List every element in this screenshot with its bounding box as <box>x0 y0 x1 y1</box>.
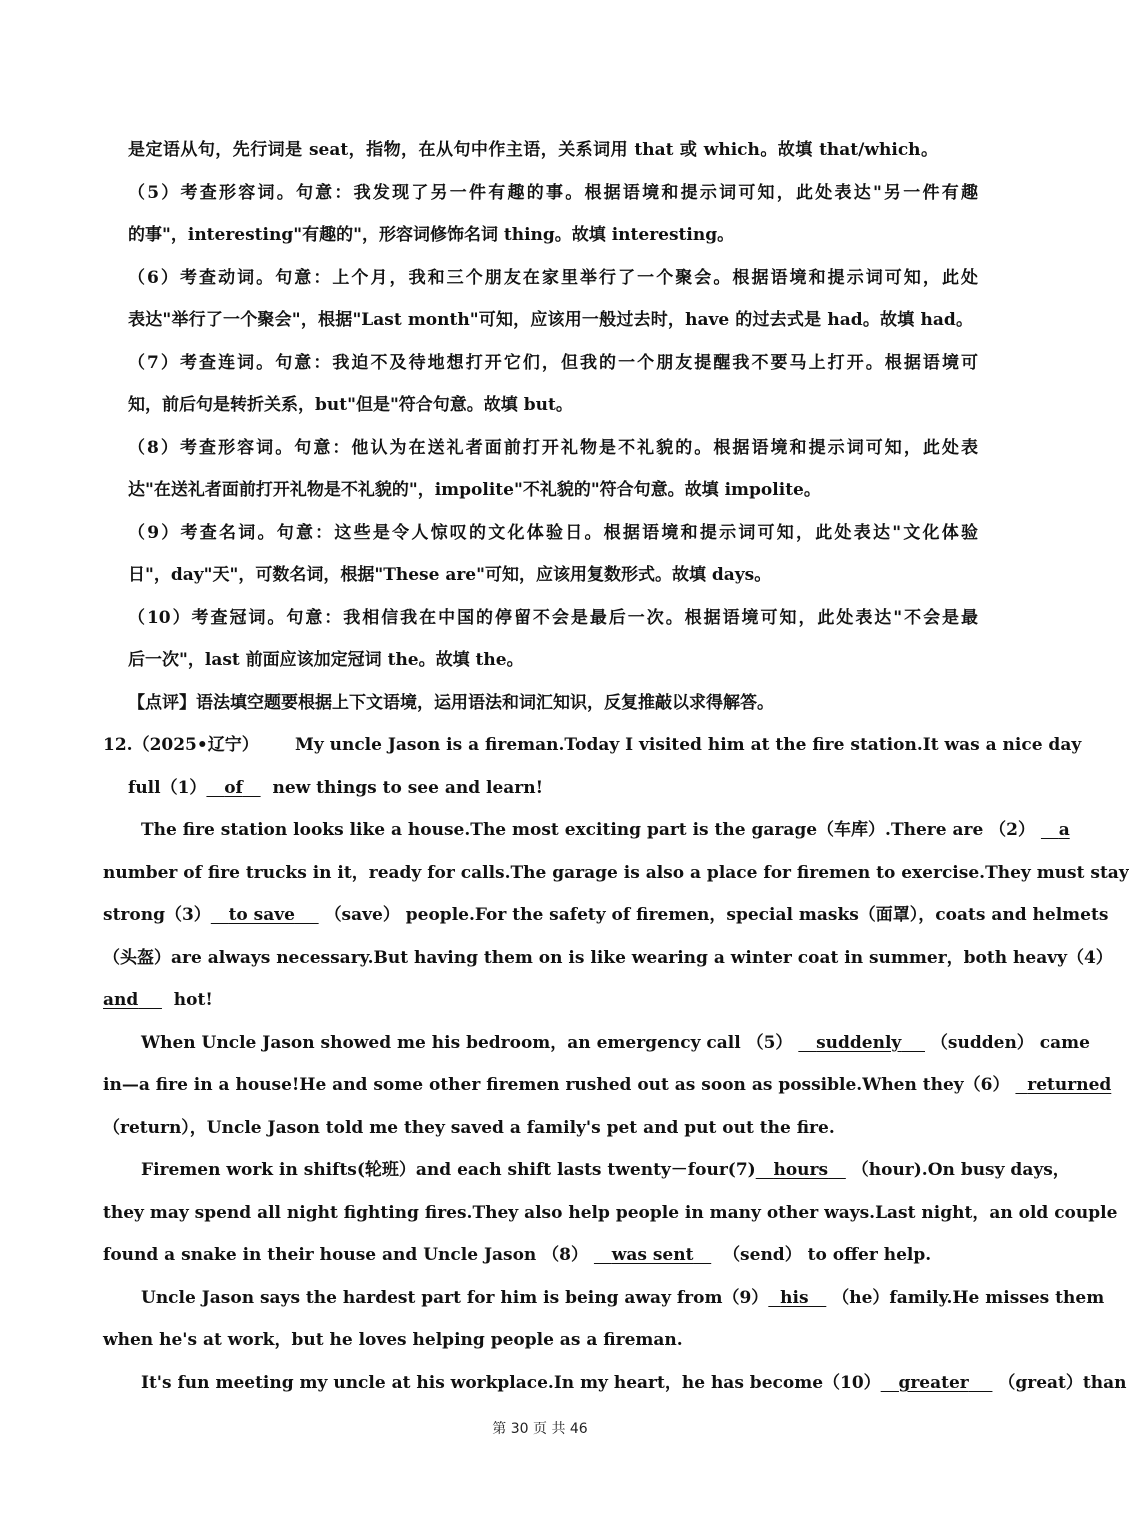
explanation-line: （8）考查形容词。句意：他认为在送礼者面前打开礼物是不礼貌的。根据语境和提示词可知，此处表 <box>128 438 978 458</box>
passage-text: strong（3） <box>103 905 211 925</box>
explanation-line: 的事"，interesting"有趣的"，形容词修饰名词 thing。故填 interesting。 <box>128 225 735 245</box>
passage-line: （头盔）are always necessary.But having them on is like wearing a winter coat in summer，both heavy（4） <box>103 948 1113 968</box>
passage-line <box>103 1073 1112 1097</box>
passage-line <box>103 988 213 1012</box>
answer-blank-7 <box>756 1160 846 1180</box>
answer-blank-2 <box>1041 820 1070 840</box>
answer-9: his <box>780 1288 809 1308</box>
passage-text: new things to see and learn! <box>272 778 544 798</box>
passage-text: （he）family.He misses them <box>832 1288 1105 1308</box>
passage-text: （sudden） came <box>930 1033 1090 1053</box>
passage-text: （save） people.For the safety of firemen，special masks（面罩），coats and helmets <box>324 905 1109 925</box>
passage-text: Uncle Jason says the hardest part for him is being away from（9） <box>141 1288 769 1308</box>
answer-7: hours <box>773 1160 829 1180</box>
answer-5: suddenly <box>816 1033 902 1053</box>
passage-text: Firemen work in shifts(轮班）and each shift lasts twenty－four(7) <box>141 1160 756 1180</box>
passage-text: When Uncle Jason showed me his bedroom，an emergency call （5） <box>141 1033 793 1053</box>
passage-text: It's fun meeting my uncle at his workplace.In my heart，he has become（10） <box>141 1373 881 1393</box>
passage-text: （hour).On busy days， <box>851 1160 1070 1180</box>
passage-line: （return），Uncle Jason told me they saved a family's pet and put out the fire. <box>103 1118 835 1138</box>
passage-line: when he's at work，but he loves helping people as a fireman. <box>103 1330 683 1350</box>
question-number: 12.（2025•辽宁） <box>103 735 259 755</box>
answer-2: a <box>1058 820 1070 840</box>
answer-6: returned <box>1027 1075 1112 1095</box>
explanation-line: （7）考查连词。句意：我迫不及待地想打开它们，但我的一个朋友提醒我不要马上打开。根据语境可 <box>128 353 978 373</box>
passage-line <box>141 1031 1090 1055</box>
passage-line <box>103 1243 931 1267</box>
passage-line <box>103 903 1109 927</box>
answer-blank-10 <box>881 1373 993 1393</box>
answer-4: and <box>103 990 139 1010</box>
passage-line <box>141 1371 1127 1395</box>
answer-3: to save <box>228 905 295 925</box>
passage-text: in—a fire in a house!He and some other firemen rushed out as soon as possible.When they（6） <box>103 1075 1010 1095</box>
answer-blank-3 <box>211 905 319 925</box>
answer-10: greater <box>898 1373 969 1393</box>
passage-line <box>141 818 1070 842</box>
passage-line <box>128 776 543 800</box>
explanation-line: 后一次"，last 前面应该加定冠词 the。故填 the。 <box>128 650 524 670</box>
answer-8: was sent <box>611 1245 694 1265</box>
passage-text: （send） to offer help. <box>723 1245 932 1265</box>
passage-line: number of fire trucks in it，ready for calls.The garage is also a place for firemen to exercise.They must stay <box>103 863 1129 883</box>
passage-line: they may spend all night fighting fires.They also help people in many other ways.Last night，an old couple <box>103 1203 1118 1223</box>
explanation-line: 达"在送礼者面前打开礼物是不礼貌的"，impolite"不礼貌的"符合句意。故填 impolite。 <box>128 480 821 500</box>
passage-text: The fire station looks like a house.The most exciting part is the garage（车库）.There are （2） <box>141 820 1036 840</box>
explanation-line: （9）考查名词。句意：这些是令人惊叹的文化体验日。根据语境和提示词可知，此处表达"文化体验 <box>128 523 978 543</box>
explanation-line: 是定语从句，先行词是 seat，指物，在从句中作主语，关系词用 that 或 which。故填 that/which。 <box>128 140 938 160</box>
explanation-line: （5）考查形容词。句意：我发现了另一件有趣的事。根据语境和提示词可知，此处表达"另一件有趣 <box>128 183 978 203</box>
explanation-line: （6）考查动词。句意：上个月，我和三个朋友在家里举行了一个聚会。根据语境和提示词可知，此处 <box>128 268 978 288</box>
explanation-line: （10）考查冠词。句意：我相信我在中国的停留不会是最后一次。根据语境可知，此处表达"不会是最 <box>128 608 978 628</box>
passage-text: （great）than <box>998 1373 1127 1393</box>
passage-text: found a snake in their house and Uncle Jason （8） <box>103 1245 589 1265</box>
comment-line: 【点评】语法填空题要根据上下文语境，运用语法和词汇知识，反复推敲以求得解答。 <box>128 693 774 713</box>
explanation-line: 表达"举行了一个聚会"，根据"Last month"可知，应该用一般过去时，have 的过去式是 had。故填 had。 <box>128 310 973 330</box>
passage-line <box>141 1286 1105 1310</box>
passage-line <box>141 1158 1070 1182</box>
answer-blank-8 <box>594 1245 711 1265</box>
answer-1: of <box>224 778 243 798</box>
passage-text: full（1） <box>128 778 207 798</box>
explanation-line: 日"，day"天"，可数名词，根据"These are"可知，应该用复数形式。故填 days。 <box>128 565 772 585</box>
page-footer: 第 30 页 共 46 <box>492 1421 588 1437</box>
answer-blank-5 <box>798 1033 925 1053</box>
answer-blank-4 <box>103 990 162 1010</box>
passage-line: My uncle Jason is a fireman.Today I visited him at the fire station.It was a nice day <box>295 735 1082 755</box>
answer-blank-9 <box>768 1288 826 1308</box>
passage-text: hot! <box>173 990 213 1010</box>
answer-blank-1 <box>206 778 260 798</box>
answer-blank-6 <box>1015 1075 1111 1095</box>
explanation-line: 知，前后句是转折关系，but"但是"符合句意。故填 but。 <box>128 395 573 415</box>
